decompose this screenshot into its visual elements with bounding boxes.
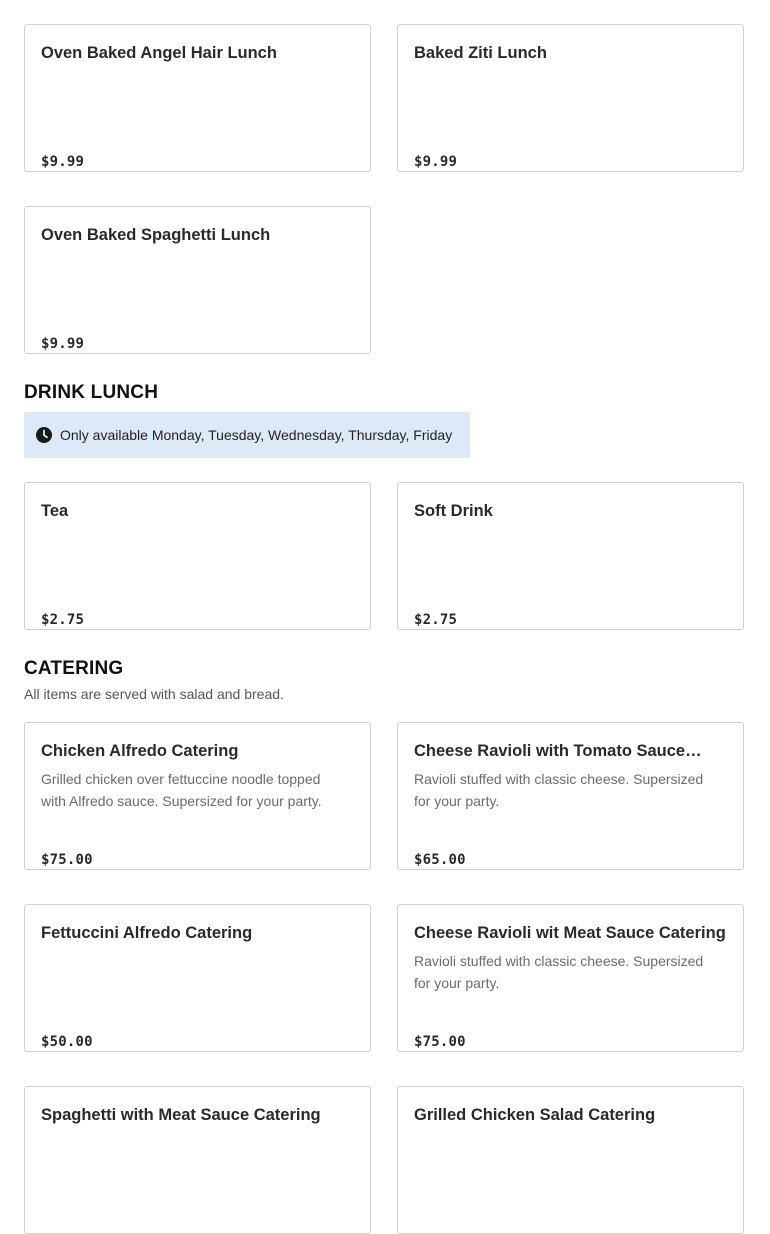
menu-item-card[interactable] bbox=[24, 24, 371, 172]
section-title-drink-lunch: DRINK LUNCH bbox=[24, 382, 159, 403]
item-description: Ravioli stuffed with classic cheese. Supersized for your party. bbox=[414, 771, 704, 809]
item-name: Oven Baked Angel Hair Lunch bbox=[41, 44, 277, 62]
availability-banner bbox=[24, 412, 470, 458]
item-name: Oven Baked Spaghetti Lunch bbox=[41, 226, 271, 244]
item-name: Baked Ziti Lunch bbox=[414, 44, 547, 62]
menu-item-card[interactable] bbox=[24, 482, 371, 630]
item-price: $75.00 bbox=[414, 1034, 466, 1050]
menu-item-card[interactable] bbox=[397, 24, 744, 172]
menu-item-card[interactable] bbox=[24, 722, 371, 870]
section-subtitle: All items are served with salad and bread. bbox=[24, 686, 284, 702]
menu-item-card[interactable] bbox=[397, 722, 744, 870]
availability-text: Only available Monday, Tuesday, Wednesday, Thursday, Friday bbox=[60, 427, 453, 443]
item-price: $2.75 bbox=[414, 612, 458, 628]
menu-item-card[interactable] bbox=[24, 1086, 371, 1234]
menu-item-card[interactable] bbox=[397, 1086, 744, 1234]
item-name: Soft Drink bbox=[414, 502, 493, 520]
item-price: $9.99 bbox=[414, 154, 458, 170]
menu-item-card[interactable] bbox=[24, 206, 371, 354]
item-name: Chicken Alfredo Catering bbox=[41, 742, 239, 760]
item-name: Cheese Ravioli wit Meat Sauce Catering bbox=[414, 924, 726, 942]
item-name: Grilled Chicken Salad Catering bbox=[414, 1106, 656, 1124]
item-description: Ravioli stuffed with classic cheese. Supersized for your party. bbox=[414, 953, 704, 991]
item-description: Grilled chicken over fettuccine noodle topped with Alfredo sauce. Supersized for your party. bbox=[41, 771, 322, 809]
menu-item-card[interactable] bbox=[24, 904, 371, 1052]
menu-item-card[interactable] bbox=[397, 904, 744, 1052]
clock-icon bbox=[36, 427, 52, 443]
item-name: Cheese Ravioli with Tomato Sauce… bbox=[414, 742, 702, 760]
item-price: $9.99 bbox=[41, 336, 85, 352]
item-name: Tea bbox=[41, 502, 69, 520]
item-name: Spaghetti with Meat Sauce Catering bbox=[41, 1106, 321, 1124]
item-price: $75.00 bbox=[41, 852, 93, 868]
item-price: $50.00 bbox=[41, 1034, 93, 1050]
item-name: Fettuccini Alfredo Catering bbox=[41, 924, 253, 942]
item-price: $9.99 bbox=[41, 154, 85, 170]
item-price: $2.75 bbox=[41, 612, 85, 628]
section-title-catering: CATERING bbox=[24, 658, 124, 679]
item-price: $65.00 bbox=[414, 852, 466, 868]
menu-item-card[interactable] bbox=[397, 482, 744, 630]
